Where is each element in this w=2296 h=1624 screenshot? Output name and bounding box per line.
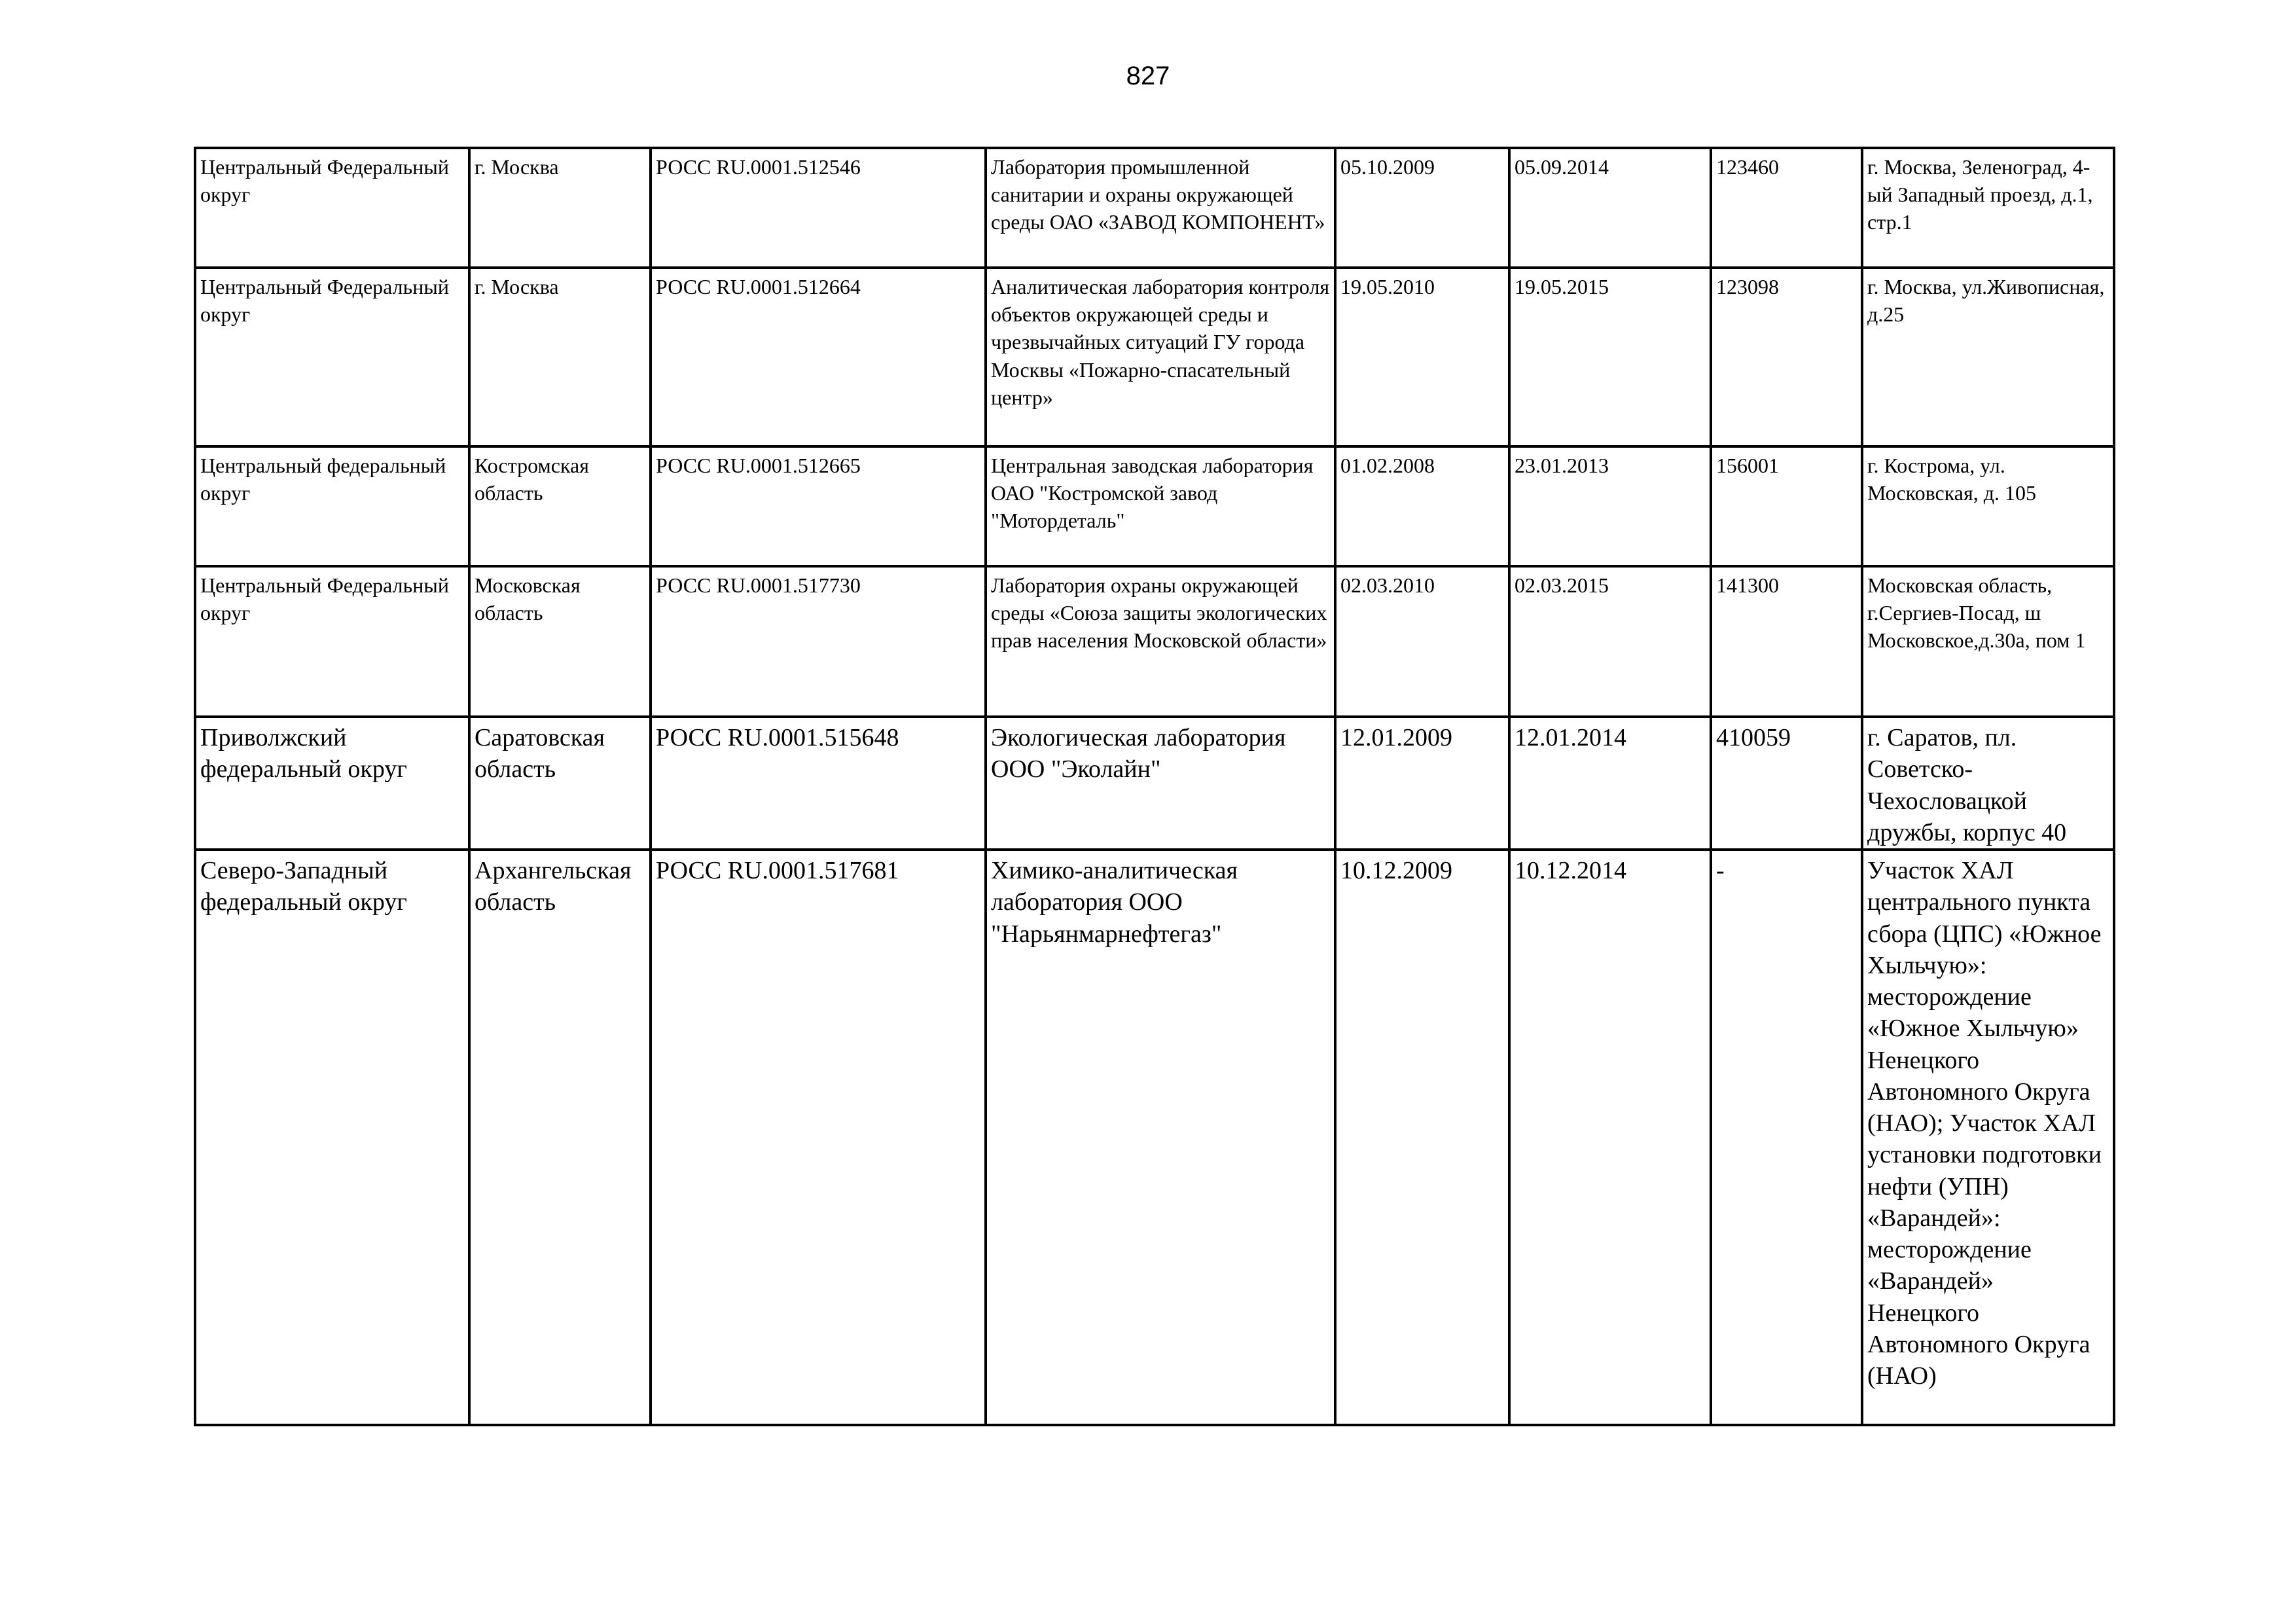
region-cell: г. Москва (469, 268, 651, 446)
certificate-cell: РОСС RU.0001.515648 (651, 717, 986, 850)
table-row (195, 446, 2114, 566)
laboratory-cell: Лаборатория промышленной санитарии и охраны окружающей среды ОАО «ЗАВОД КОМПОНЕНТ» (986, 148, 1335, 268)
laboratory-cell: Аналитическая лаборатория контроля объектов окружающей среды и чрезвычайных ситуаций ГУ города Москвы «Пожарно-спасательный центр» (986, 268, 1335, 446)
date-to-cell: 23.01.2013 (1509, 446, 1711, 566)
district-cell: Центральный Федеральный округ (195, 148, 469, 268)
region-cell: Саратовская область (469, 717, 651, 850)
certificate-cell: РОСС RU.0001.517730 (651, 566, 986, 717)
date-from-cell: 10.12.2009 (1335, 850, 1509, 1425)
certificate-cell: РОСС RU.0001.512664 (651, 268, 986, 446)
district-cell: Приволжский федеральный округ (195, 717, 469, 850)
registry-table (194, 147, 2115, 1426)
postal-index-cell: - (1711, 850, 1862, 1425)
postal-index-cell: 141300 (1711, 566, 1862, 717)
address-cell: г. Кострома, ул. Московская, д. 105 (1862, 446, 2114, 566)
postal-index-cell: 123098 (1711, 268, 1862, 446)
postal-index-cell: 123460 (1711, 148, 1862, 268)
table-row (195, 850, 2114, 1425)
certificate-cell: РОСС RU.0001.512546 (651, 148, 986, 268)
region-cell: Архангельская область (469, 850, 651, 1425)
date-to-cell: 12.01.2014 (1509, 717, 1711, 850)
date-from-cell: 12.01.2009 (1335, 717, 1509, 850)
table-row (195, 717, 2114, 850)
page-number: 827 (1126, 62, 1170, 90)
postal-index-cell: 156001 (1711, 446, 1862, 566)
date-from-cell: 02.03.2010 (1335, 566, 1509, 717)
table-row (195, 148, 2114, 268)
region-cell: г. Москва (469, 148, 651, 268)
date-from-cell: 05.10.2009 (1335, 148, 1509, 268)
laboratory-cell: Центральная заводская лаборатория ОАО "Костромской завод "Мотордеталь" (986, 446, 1335, 566)
address-cell: г. Москва, ул.Живописная, д.25 (1862, 268, 2114, 446)
date-from-cell: 19.05.2010 (1335, 268, 1509, 446)
district-cell: Центральный Федеральный округ (195, 566, 469, 717)
district-cell: Центральный Федеральный округ (195, 268, 469, 446)
table-row (195, 566, 2114, 717)
address-cell: Московская область, г.Сергиев-Посад, ш Московское,д.30а, пом 1 (1862, 566, 2114, 717)
certificate-cell: РОСС RU.0001.517681 (651, 850, 986, 1425)
laboratory-cell: Лаборатория охраны окружающей среды «Союза защиты экологических прав населения Московской области» (986, 566, 1335, 717)
district-cell: Северо-Западный федеральный округ (195, 850, 469, 1425)
certificate-cell: РОСС RU.0001.512665 (651, 446, 986, 566)
date-to-cell: 02.03.2015 (1509, 566, 1711, 717)
region-cell: Московская область (469, 566, 651, 717)
address-cell: г. Саратов, пл. Советско-Чехословацкой дружбы, корпус 40 (1862, 717, 2114, 850)
laboratory-cell: Химико-аналитическая лаборатория ООО "Нарьянмарнефтегаз" (986, 850, 1335, 1425)
date-to-cell: 10.12.2014 (1509, 850, 1711, 1425)
district-cell: Центральный федеральный округ (195, 446, 469, 566)
date-from-cell: 01.02.2008 (1335, 446, 1509, 566)
postal-index-cell: 410059 (1711, 717, 1862, 850)
region-cell: Костромская область (469, 446, 651, 566)
date-to-cell: 05.09.2014 (1509, 148, 1711, 268)
address-cell: Участок ХАЛ центрального пункта сбора (ЦПС) «Южное Хыльчую»: месторождение «Южное Хыльчую» Ненецкого Автономного Округа (НАО); Участок ХАЛ установки подготовки нефти (УПН) «Варандей»: месторождение «Варандей» Ненецкого Автономного Округа (НАО) (1862, 850, 2114, 1425)
date-to-cell: 19.05.2015 (1509, 268, 1711, 446)
table-row (195, 268, 2114, 446)
address-cell: г. Москва, Зеленоград, 4-ый Западный проезд, д.1, стр.1 (1862, 148, 2114, 268)
laboratory-cell: Экологическая лаборатория ООО "Эколайн" (986, 717, 1335, 850)
